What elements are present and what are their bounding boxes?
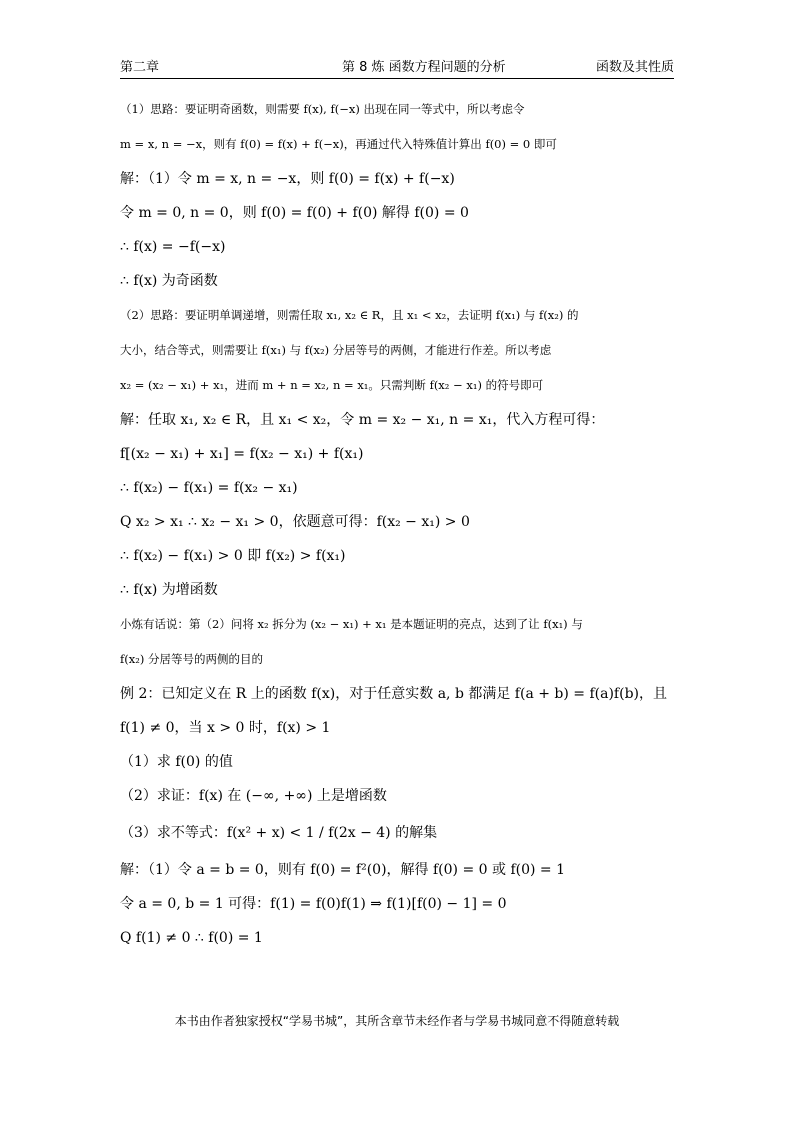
- text-line: （2）思路：要证明单调递增，则需任取 x₁, x₂ ∈ R，且 x₁ < x₂，去证明 f(x₁) 与 f(x₂) 的: [120, 308, 579, 322]
- text-line: （2）求证：f(x) 在 (−∞, +∞) 上是增函数: [120, 788, 387, 804]
- header-topic: 函数及其性质: [595, 60, 674, 75]
- text-line: （1）思路：要证明奇函数，则需要 f(x), f(−x) 出现在同一等式中，所以考虑令: [120, 102, 525, 116]
- text-line: （1）求 f(0) 的值: [120, 754, 233, 770]
- text-line: 令 a = 0, b = 1 可得：f(1) = f(0)f(1) ⇒ f(1)[f(0) − 1] = 0: [120, 896, 507, 912]
- text-line: （3）求不等式：f(x² + x) < 1 / f(2x − 4) 的解集: [120, 825, 438, 841]
- text-line: 解：任取 x₁, x₂ ∈ R，且 x₁ < x₂，令 m = x₂ − x₁, n = x₁，代入方程可得：: [120, 412, 605, 428]
- text-line: ∴ f(x) = −f(−x): [120, 239, 226, 255]
- text-line: ∴ f(x) 为奇函数: [120, 273, 218, 289]
- text-line: x₂ = (x₂ − x₁) + x₁，进而 m + n = x₂, n = x₁。只需判断 f(x₂ − x₁) 的符号即可: [120, 378, 544, 392]
- text-line: f[(x₂ − x₁) + x₁] = f(x₂ − x₁) + f(x₁): [120, 446, 364, 462]
- text-line: f(1) ≠ 0，当 x > 0 时，f(x) > 1: [120, 720, 331, 736]
- text-line: m = x, n = −x，则有 f(0) = f(x) + f(−x)，再通过代入特殊值计算出 f(0) = 0 即可: [120, 137, 557, 151]
- page-body: [120, 92, 680, 955]
- header-chapter: 第二章: [120, 60, 160, 75]
- page-header: [120, 56, 674, 76]
- text-line: 令 m = 0, n = 0，则 f(0) = f(0) + f(0) 解得 f(0) = 0: [120, 205, 469, 221]
- text-line: 解：（1）令 a = b = 0，则有 f(0) = f²(0)，解得 f(0) = 0 或 f(0) = 1: [120, 862, 566, 878]
- text-line: 大小，结合等式，则需要让 f(x₁) 与 f(x₂) 分居等号的两侧，才能进行作差。所以考虑: [120, 343, 552, 357]
- text-line: 解：（1）令 m = x, n = −x，则 f(0) = f(x) + f(−x): [120, 171, 455, 187]
- text-line: ∴ f(x₂) − f(x₁) = f(x₂ − x₁): [120, 480, 298, 496]
- text-line: Q f(1) ≠ 0 ∴ f(0) = 1: [120, 930, 263, 946]
- text-line: ∴ f(x₂) − f(x₁) > 0 即 f(x₂) > f(x₁): [120, 548, 346, 564]
- page-footer: 本书由作者独家授权“学易书城”，其所含章节未经作者与学易书城同意不得随意转载: [174, 1014, 620, 1028]
- text-line: Q x₂ > x₁ ∴ x₂ − x₁ > 0，依题意可得：f(x₂ − x₁) > 0: [120, 514, 470, 530]
- text-line: 小炼有话说：第（2）问将 x₂ 拆分为 (x₂ − x₁) + x₁ 是本题证明的亮点，达到了让 f(x₁) 与: [120, 617, 583, 631]
- header-section-title: 第 8 炼 函数方程问题的分析: [342, 60, 506, 75]
- text-line: ∴ f(x) 为增函数: [120, 582, 218, 598]
- header-divider: [120, 78, 674, 79]
- text-line: 例 2：已知定义在 R 上的函数 f(x)，对于任意实数 a, b 都满足 f(a + b) = f(a)f(b)，且: [120, 686, 668, 702]
- text-line: f(x₂) 分居等号的两侧的目的: [120, 652, 263, 666]
